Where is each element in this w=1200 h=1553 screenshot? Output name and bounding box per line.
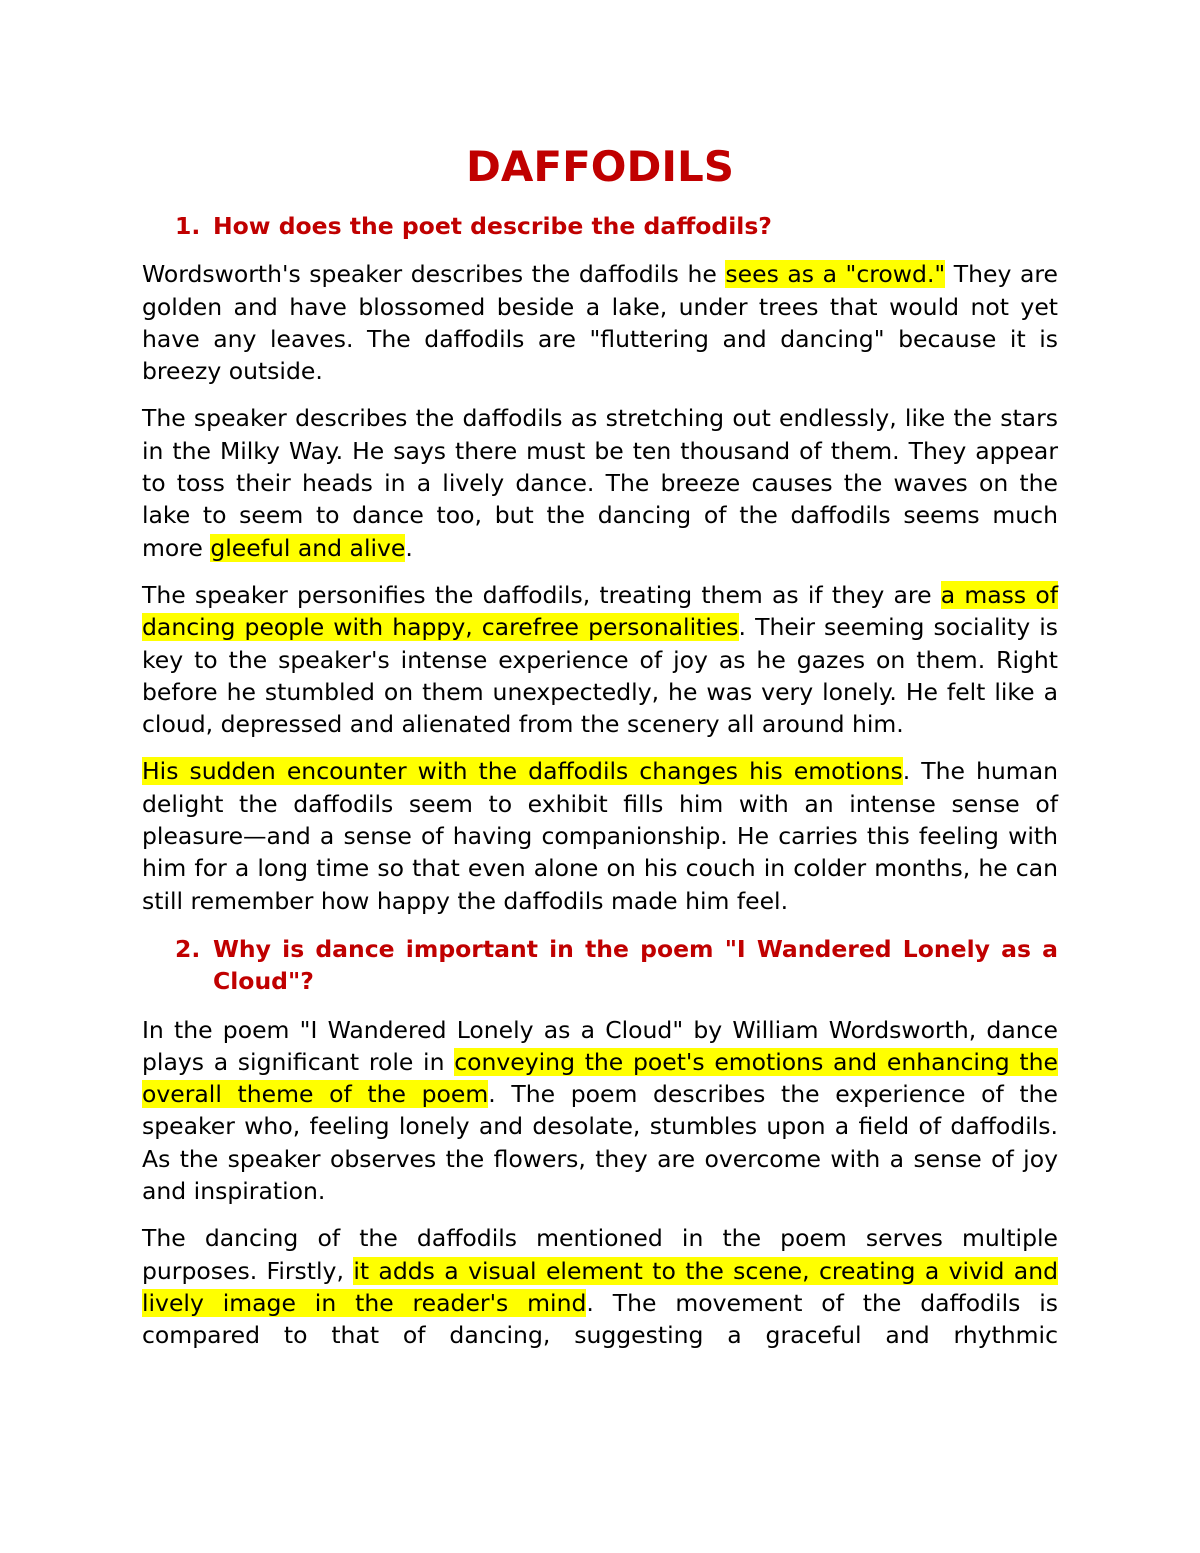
highlighted-text: His sudden encounter with the daffodils changes his emotions bbox=[142, 757, 903, 786]
answer-1-paragraph-3 bbox=[142, 579, 1058, 740]
question-2 bbox=[142, 933, 1058, 998]
question-1-text: How does the poet describe the daffodils? bbox=[213, 212, 772, 240]
document-page bbox=[142, 138, 1058, 1352]
answer-2-paragraph-1 bbox=[142, 1014, 1058, 1208]
answer-1-paragraph-4 bbox=[142, 755, 1058, 916]
text-run: The speaker personifies the daffodils, treating them as if they are bbox=[142, 580, 941, 609]
text-run: . The human delight the daffodils seem to exhibit fills him with an intense sense of pleasure—and a sense of having companionship. He carries this feeling with him for a long time so that even alone on his couch in colder months, he can still remember how happy the daffodils made him feel. bbox=[142, 757, 1058, 915]
text-run: The speaker describes the daffodils as stretching out endlessly, like the stars in the Milky Way. He says there must be ten thousand of them. They appear to toss their heads in a lively dance. The breeze causes the waves on the lake to seem to dance too, but the dancing of the daffodils seems much more bbox=[142, 404, 1058, 562]
answer-2-paragraph-2 bbox=[142, 1222, 1058, 1351]
text-run: They are golden and have blossomed beside a lake, under trees that would not yet have any leaves. The daffodils are "fluttering and dancing" because it is breezy outside. bbox=[142, 260, 1058, 386]
highlighted-text: sees as a "crowd." bbox=[725, 260, 946, 289]
question-1 bbox=[142, 210, 1058, 242]
answer-1-paragraph-1 bbox=[142, 258, 1058, 387]
text-run: . Their seeming sociality is key to the speaker's intense experience of joy as he gazes on them. Right before he stumbled on them unexpectedly, he was very lonely. He felt like a cloud, depressed and alienated from the scenery all around him. bbox=[142, 613, 1058, 739]
text-run: . bbox=[405, 533, 413, 562]
highlighted-text: it adds a visual element to the scene, creating a vivid and lively image in the reader's mind bbox=[142, 1256, 1059, 1317]
highlighted-text: gleeful and alive bbox=[210, 533, 406, 562]
question-2-text: Why is dance important in the poem "I Wandered Lonely as a Cloud"? bbox=[213, 934, 1058, 996]
question-1-number: 1. bbox=[175, 212, 201, 240]
text-run: The dancing of the daffodils mentioned in the poem serves multiple purposes. Firstly, bbox=[142, 1224, 1058, 1285]
text-run: . The poem describes the experience of the speaker who, feeling lonely and desolate, stumbles upon a field of daffodils. As the speaker observes the flowers, they are overcome with a sense of joy and inspiration. bbox=[142, 1080, 1058, 1206]
highlighted-text: a mass of dancing people with happy, carefree personalities bbox=[142, 580, 1058, 642]
highlighted-text: conveying the poet's emotions and enhancing the overall theme of the poem bbox=[142, 1047, 1058, 1109]
question-2-number: 2. bbox=[175, 934, 201, 963]
document-title: DAFFODILS bbox=[466, 142, 734, 191]
text-run: Wordsworth's speaker describes the daffodils he bbox=[142, 260, 726, 289]
text-run: . The movement of the daffodils is compared to that of dancing, suggesting a graceful and rhythmic bbox=[142, 1288, 1058, 1350]
text-run: In the poem "I Wandered Lonely as a Cloud" by William Wordsworth, dance plays a significant role in bbox=[142, 1015, 1058, 1076]
answer-1-paragraph-2 bbox=[142, 402, 1058, 563]
